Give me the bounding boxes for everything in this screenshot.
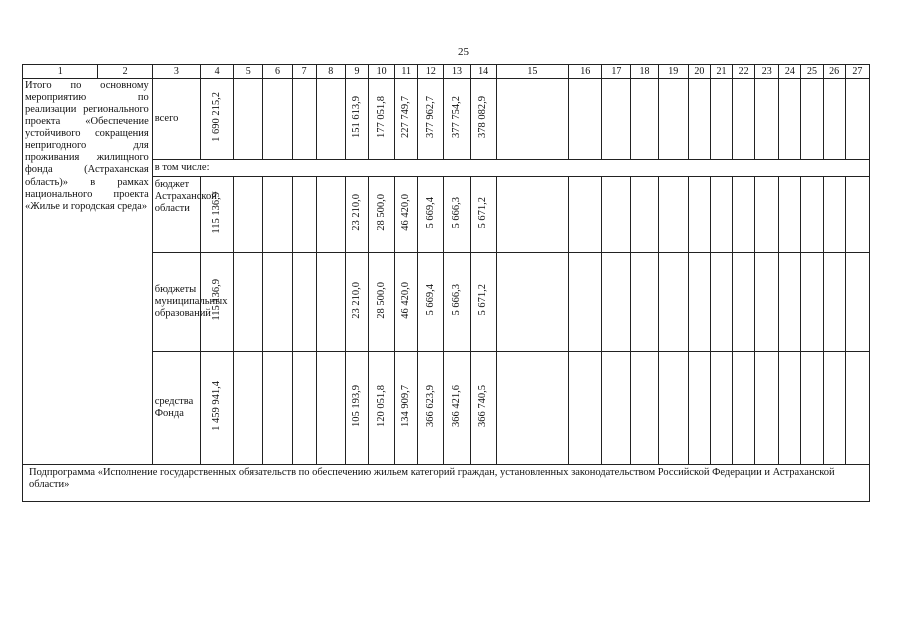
category-regional: бюджет Астраханской области <box>152 177 200 253</box>
value-cell <box>470 79 496 160</box>
value-cell <box>418 352 444 465</box>
header-cell: 14 <box>470 65 496 79</box>
total-col12: 377 962,7 <box>424 95 436 138</box>
municipal-col13: 5 666,3 <box>450 284 462 316</box>
regional-col9: 23 210,0 <box>350 194 362 231</box>
header-cell: 25 <box>801 65 823 79</box>
value-cell <box>444 352 470 465</box>
total-col11: 227 749,7 <box>400 95 412 138</box>
header-cell: 13 <box>444 65 470 79</box>
value-cell <box>369 79 395 160</box>
fund-col13: 366 421,6 <box>450 384 462 427</box>
table-row-subprogram <box>23 465 870 502</box>
header-cell: 22 <box>733 65 755 79</box>
header-cell: 7 <box>292 65 316 79</box>
value-cell <box>201 177 234 253</box>
value-cell <box>345 253 368 352</box>
regional-col11: 46 420,0 <box>400 194 412 231</box>
header-cell: 1 <box>23 65 98 79</box>
value-cell <box>470 177 496 253</box>
header-cell: 3 <box>152 65 200 79</box>
header-cell: 4 <box>201 65 234 79</box>
budget-table <box>22 64 870 502</box>
value-cell <box>369 253 395 352</box>
program-description: Итого по основному мероприятию по реализации регионального проекта «Обеспечение устойчивого сокращения непригодного для проживания жилищного фонда (Астраханская область)» в рамках национального проекта «Жилье и городская среда» <box>23 79 153 465</box>
value-cell <box>345 352 368 465</box>
municipal-col4: 115 136,9 <box>211 279 223 321</box>
value-cell <box>418 177 444 253</box>
value-cell <box>470 352 496 465</box>
including-label: в том числе: <box>152 160 869 177</box>
value-cell <box>369 177 395 253</box>
total-col4: 1 690 215,2 <box>211 92 223 142</box>
regional-col14: 5 671,2 <box>477 196 489 229</box>
header-cell: 12 <box>418 65 444 79</box>
header-cell: 10 <box>369 65 395 79</box>
header-cell: 8 <box>316 65 345 79</box>
header-cell: 27 <box>845 65 869 79</box>
value-cell <box>444 79 470 160</box>
header-row <box>23 65 870 79</box>
header-cell: 6 <box>263 65 292 79</box>
header-cell: 24 <box>779 65 801 79</box>
total-col9: 151 613,9 <box>350 95 362 138</box>
value-cell <box>444 253 470 352</box>
municipal-col12: 5 669,4 <box>424 284 436 316</box>
fund-col9: 105 193,9 <box>350 384 362 427</box>
value-cell <box>345 177 368 253</box>
header-cell: 5 <box>234 65 263 79</box>
subprogram-title: Подпрограмма «Исполнение государственных обязательств по обеспечению жильем категорий граждан, установленных законодательством Российской Федерации и Астраханской области» <box>23 465 870 502</box>
header-cell: 17 <box>602 65 631 79</box>
fund-col14: 366 740,5 <box>477 384 489 427</box>
header-cell: 16 <box>569 65 602 79</box>
value-cell <box>444 177 470 253</box>
category-total: всего <box>152 79 200 160</box>
header-cell: 26 <box>823 65 845 79</box>
value-cell <box>470 253 496 352</box>
municipal-col9: 23 210,0 <box>350 281 362 319</box>
value-cell <box>201 79 234 160</box>
header-cell: 20 <box>688 65 710 79</box>
total-col10: 177 051,8 <box>375 95 387 138</box>
value-cell <box>201 352 234 465</box>
value-cell <box>345 79 368 160</box>
value-cell <box>395 177 418 253</box>
header-cell: 9 <box>345 65 368 79</box>
total-col13: 377 754,2 <box>450 95 462 138</box>
header-cell: 15 <box>496 65 568 79</box>
header-cell: 18 <box>631 65 658 79</box>
regional-col10: 28 500,0 <box>375 194 387 231</box>
table-row-total <box>23 79 870 160</box>
category-fund: средства Фонда <box>152 352 200 465</box>
category-municipal: бюджеты муниципальных образований <box>152 253 200 352</box>
value-cell <box>418 79 444 160</box>
value-cell <box>369 352 395 465</box>
header-cell: 23 <box>755 65 779 79</box>
fund-col11: 134 909,7 <box>400 384 412 427</box>
value-cell <box>395 253 418 352</box>
value-cell <box>395 79 418 160</box>
municipal-col11: 46 420,0 <box>400 281 412 319</box>
regional-col12: 5 669,4 <box>424 196 436 229</box>
municipal-col10: 28 500,0 <box>375 281 387 319</box>
regional-col13: 5 666,3 <box>450 196 462 229</box>
regional-col4: 115 136,9 <box>211 191 223 234</box>
header-cell: 2 <box>98 65 152 79</box>
fund-col10: 120 051,8 <box>375 384 387 427</box>
total-col14: 378 082,9 <box>477 95 489 138</box>
fund-col12: 366 623,9 <box>424 384 436 427</box>
header-cell: 19 <box>658 65 688 79</box>
value-cell <box>395 352 418 465</box>
municipal-col14: 5 671,2 <box>477 284 489 316</box>
header-cell: 21 <box>710 65 732 79</box>
page-number: 25 <box>458 46 469 58</box>
fund-col4: 1 459 941,4 <box>211 381 223 431</box>
value-cell <box>418 253 444 352</box>
header-cell: 11 <box>395 65 418 79</box>
